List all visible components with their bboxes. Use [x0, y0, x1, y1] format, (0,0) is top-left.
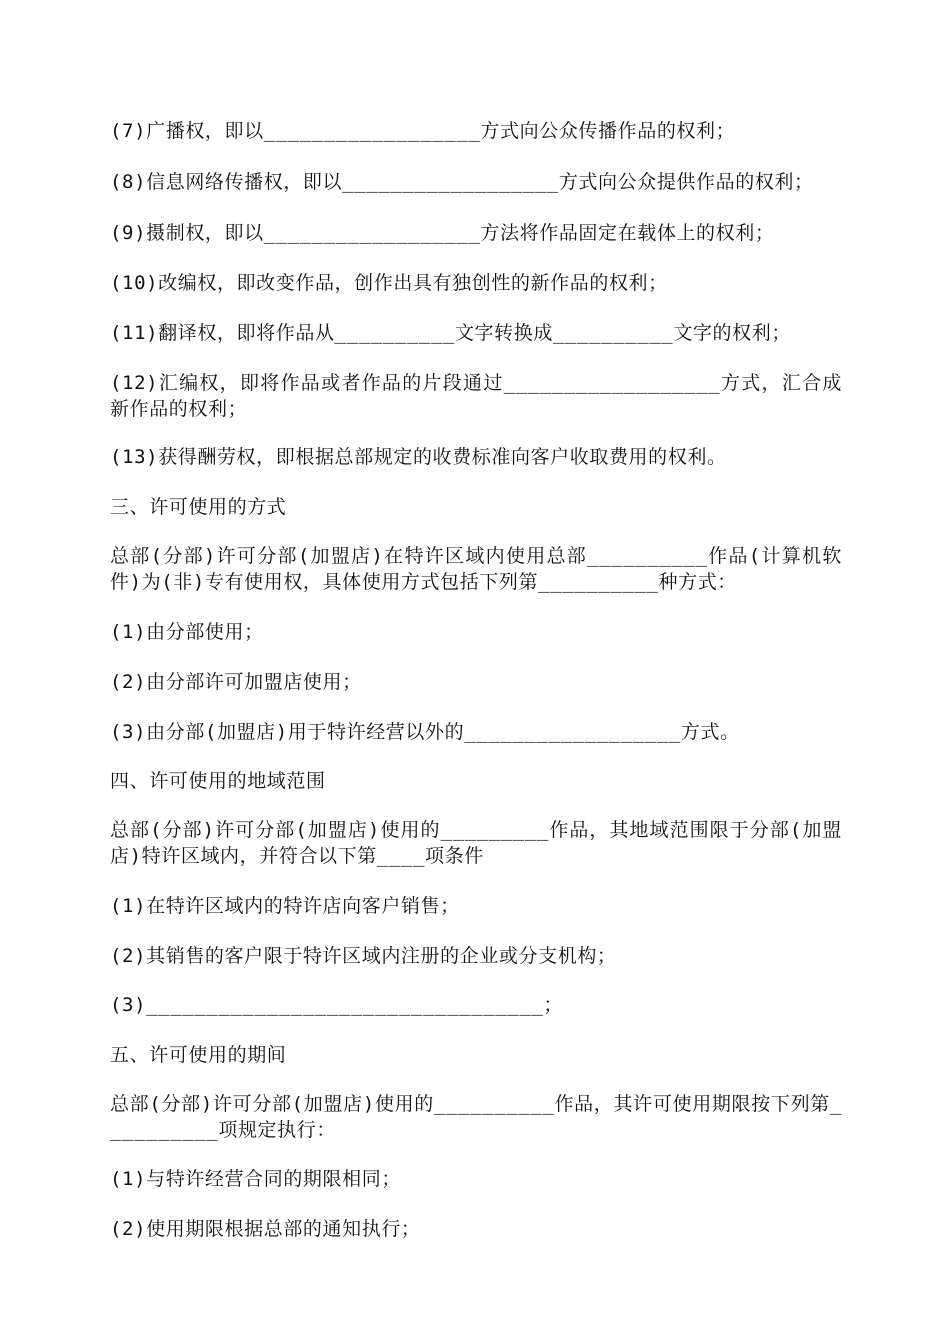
clause-broadcast-right: (7)广播权，即以__________________方式向公众传播作品的权利； [110, 120, 736, 142]
clause-filming-right: (9)摄制权，即以__________________方法将作品固定在载体上的权利； [110, 222, 775, 244]
section-heading-period: 五、许可使用的期间 [110, 1044, 287, 1066]
clause-remuneration-right: (13)获得酬劳权，即根据总部规定的收费标准向客户收取费用的权利。 [110, 446, 727, 468]
usage-method-item-2: (2)由分部许可加盟店使用； [110, 671, 362, 693]
usage-method-item-1: (1)由分部使用； [110, 621, 264, 643]
usage-method-paragraph: 总部(分部)许可分部(加盟店)在特许区域内使用总部__________作品(计算机软件)为(非)专有使用权，具体使用方式包括下列第__________种方式： [110, 545, 842, 593]
period-item-2: (2)使用期限根据总部的通知执行； [110, 1218, 421, 1240]
section-heading-usage-method: 三、许可使用的方式 [110, 496, 287, 518]
clause-network-right: (8)信息网络传播权，即以__________________方式向公众提供作品的权利； [110, 171, 814, 193]
period-item-1: (1)与特许经营合同的期限相同； [110, 1168, 401, 1190]
section-heading-territory: 四、许可使用的地域范围 [110, 770, 326, 792]
period-paragraph: 总部(分部)许可分部(加盟店)使用的__________作品，其许可使用期限按下列第__________项规定执行： [110, 1093, 842, 1141]
clause-adaptation-right: (10)改编权，即改变作品，创作出具有独创性的新作品的权利； [110, 272, 668, 294]
clause-compilation-right: (12)汇编权，即将作品或者作品的片段通过__________________方式，汇合成新作品的权利； [110, 372, 842, 420]
clause-translation-right: (11)翻译权，即将作品从__________文字转换成__________文字的权利； [110, 322, 791, 344]
territory-item-3: (3)_________________________________； [110, 994, 564, 1016]
territory-item-1: (1)在特许区域内的特许店向客户销售； [110, 895, 460, 917]
territory-paragraph: 总部(分部)许可分部(加盟店)使用的_________作品，其地域范围限于分部(加盟店)特许区域内，并符合以下第____项条件 [110, 819, 842, 867]
usage-method-item-3: (3)由分部(加盟店)用于特许经营以外的__________________方式。 [110, 721, 740, 743]
territory-item-2: (2)其销售的客户限于特许区域内注册的企业或分支机构； [110, 945, 617, 967]
